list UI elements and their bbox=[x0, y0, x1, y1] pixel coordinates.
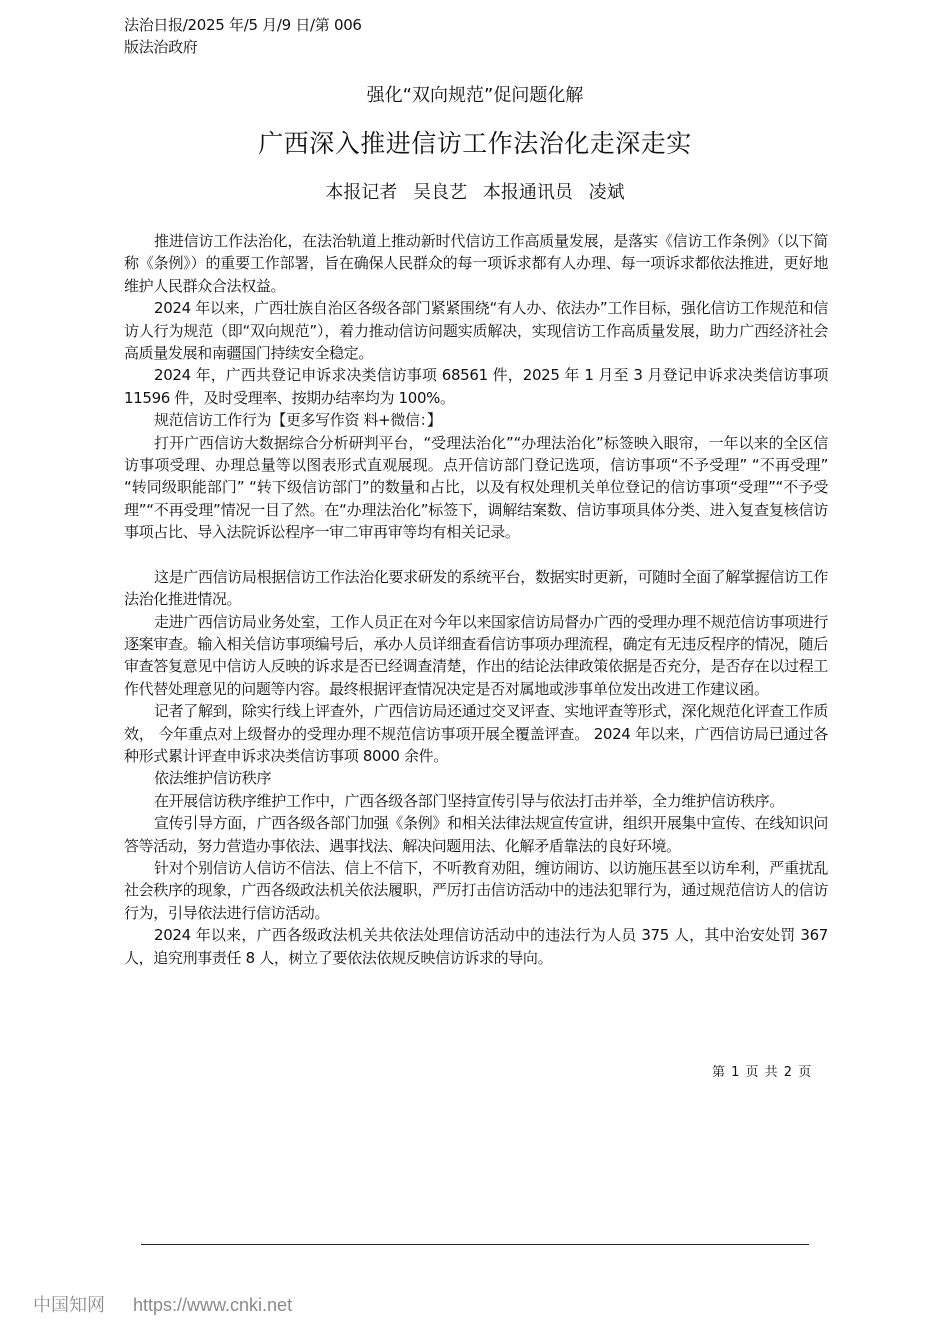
source-line-publication: 法治日报/2025 年/5 月/9 日/第 006 bbox=[124, 16, 362, 34]
article-paragraph: 2024 年以来，广西壮族自治区各级各部门紧紧围绕“有人办、依法办”工作目标，强化信访工作规范和信访人行为规范（即“双向规范”），着力推动信访问题实质解决，实现信访工作高质量发展，助力广西经济社会高质量发展和南疆国门持续安全稳定。 bbox=[124, 299, 828, 363]
article-body bbox=[124, 230, 828, 969]
article-paragraph: 推进信访工作法治化，在法治轨道上推动新时代信访工作高质量发展，是落实《信访工作条例》（以下简称《条例》）的重要工作部署，旨在确保人民群众的每一项诉求都有人办理、每一项诉求都依法推进，更好地维护人民群众合法权益。 bbox=[124, 232, 828, 295]
article-byline bbox=[0, 181, 950, 205]
article-paragraph: 打开广西信访大数据综合分析研判平台，“受理法治化”“办理法治化”标签映入眼帘，一年以来的全区信访事项受理、办理总量等以图表形式直观展现。点开信访部门登记选项，信访事项“不予受理” “不再受理” “转同级职能部门” “转下级信访部门”的数量和占比，以及有权处理机关单位登记的信访事项“受理”“不予受理”“不再受理”情况一目了然。在“办理法治化”标签下，调解结案数、信访事项具体分类、进入复查复核信访事项占比、导入法院诉讼程序一审二审再审等均有相关记录。 bbox=[124, 433, 828, 542]
source-line-section: 版法治政府 bbox=[124, 38, 198, 56]
article-paragraph: 2024 年以来，广西各级政法机关共依法处理信访活动中的违法行为人员 375 人，其中治安处罚 367 人，追究刑事责任 8 人，树立了要依法依规反映信访诉求的导向。 bbox=[124, 926, 828, 967]
byline-reporter-name: 吴良艺 bbox=[413, 182, 468, 203]
cnki-watermark-url[interactable]: https://www.cnki.net bbox=[133, 1295, 293, 1315]
article-kicker: 强化“双向规范”促问题化解 bbox=[366, 85, 584, 106]
article-paragraph: 这是广西信访局根据信访工作法治化要求研发的系统平台，数据实时更新，可随时全面了解掌握信访工作法治化推进情况。 bbox=[124, 567, 828, 609]
article-paragraph: 走进广西信访局业务处室，工作人员正在对今年以来国家信访局督办广西的受理办理不规范信访事项进行逐案审查。输入相关信访事项编号后，承办人员详细查看信访事项办理流程，确定有无违反程序的情况，随后审查答复意见中信访人反映的诉求是否已经调查清楚，作出的结论法律政策依据是否充分，是否存在以过程工作代替处理意见的问题等内容。最终根据评查情况决定是否对属地或涉事单位发出改进工作建议函。 bbox=[124, 612, 828, 698]
byline-correspondent-name: 凌斌 bbox=[588, 182, 625, 203]
article-paragraph: 针对个别信访人信访不信法、信上不信下，不听教育劝阻，缠访闹访、以访施压甚至以访牟利，严重扰乱社会秩序的现象，广西各级政法机关依法履职，严厉打击信访活动中的违法犯罪行为，通过规范信访人的信访行为，引导依法进行信访活动。 bbox=[124, 858, 828, 922]
page-number: 第 1 页 共 2 页 bbox=[712, 1065, 813, 1080]
article-headline: 广西深入推进信访工作法治化走深走实 bbox=[258, 129, 692, 158]
section-heading: 依法维护信访秩序 bbox=[154, 769, 272, 788]
cnki-watermark-brand: 中国知网 bbox=[33, 1295, 105, 1315]
article-paragraph: 2024 年，广西共登记申诉求决类信访事项 68561 件，2025 年 1 月至 3 月登记申诉求决类信访事项 11596 件，及时受理率、按期办结率均为 100%。 bbox=[124, 366, 828, 407]
byline-reporter-role: 本报记者 bbox=[325, 182, 398, 203]
section-heading: 规范信访工作行为【更多写作资 料+微信：】 bbox=[154, 411, 442, 430]
footer-divider bbox=[141, 1244, 809, 1245]
byline-correspondent-role: 本报通讯员 bbox=[482, 182, 573, 203]
article-paragraph: 记者了解到，除实行线上评查外，广西信访局还通过交叉评查、实地评查等形式，深化规范化评查工作质效， 今年重点对上级督办的受理办理不规范信访事项开展全覆盖评查。 2024 年以来，广西信访局已通过各种形式累计评查申诉求决类信访事项 8000 余件。 bbox=[124, 702, 828, 765]
article-paragraph: 宣传引导方面，广西各级各部门加强《条例》和相关法律法规宣传宣讲，组织开展集中宣传、在线知识问答等活动，努力营造办事依法、遇事找法、解决问题用法、化解矛盾靠法的良好环境。 bbox=[124, 814, 828, 855]
article-paragraph: 在开展信访秩序维护工作中，广西各级各部门坚持宣传引导与依法打击并举，全力维护信访秩序。 bbox=[154, 791, 784, 810]
